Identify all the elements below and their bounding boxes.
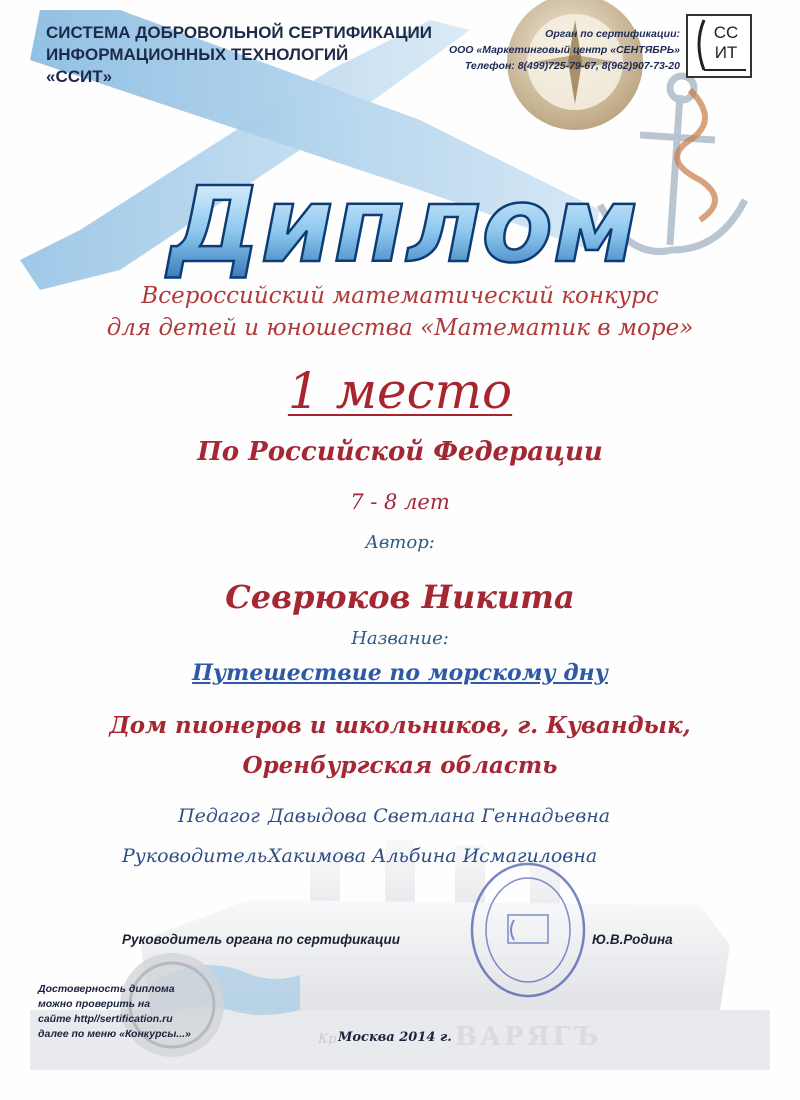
verify-line-2: можно проверить на: [38, 998, 151, 1010]
cert-body-label: Орган по сертификации:: [545, 28, 680, 40]
author-name: Севрюков Никита: [225, 578, 575, 616]
verify-line-3: сайте http//sertification.ru: [38, 1013, 173, 1025]
organization-name: [46, 22, 466, 88]
ship-prefix: Кр: [318, 1032, 337, 1047]
official-stamp-icon: [468, 860, 588, 1000]
verification-note: [38, 982, 208, 1042]
diploma-title: [0, 165, 800, 285]
certification-body: [440, 26, 680, 74]
ssit-logo-icon: [686, 14, 752, 78]
head-name: Хакимова Альбина Исмагиловна: [268, 845, 598, 867]
contest-line-1: Всероссийский математический конкурс: [141, 283, 659, 309]
author-label: Автор:: [365, 532, 435, 553]
org-line-1: СИСТЕМА ДОБРОВОЛЬНОЙ СЕРТИФИКАЦИИ: [46, 23, 432, 42]
place-title: 1 место: [287, 362, 513, 420]
city-date: Москва 2014 г.: [338, 1030, 452, 1045]
head-label: Руководитель: [122, 845, 268, 867]
work-label: Название:: [351, 628, 449, 649]
work-title: Путешествие по морскому дну: [192, 660, 608, 686]
teacher-label: Педагог: [178, 805, 260, 827]
institution-line-1: Дом пионеров и школьников, г. Кувандык,: [109, 712, 691, 739]
title-text: Диплом: [168, 165, 638, 285]
logo-bottom-text: ИТ: [714, 43, 738, 62]
ship-name: ВАРЯГЪ: [455, 1022, 602, 1052]
signer-name: Ю.В.Родина: [592, 932, 673, 947]
cert-body-phones: Телефон: 8(499)725-79-67, 8(962)907-73-20: [464, 60, 680, 72]
age-group: 7 - 8 лет: [350, 490, 450, 514]
signature-label: Руководитель органа по сертификации: [122, 932, 401, 947]
verify-line-4: далее по меню «Конкурсы...»: [38, 1028, 191, 1040]
scope-text: По Российской Федерации: [197, 437, 603, 467]
cert-body-name: ООО «Маркетинговый центр «СЕНТЯБРЬ»: [448, 44, 680, 56]
teacher-name: Давыдова Светлана Геннадьевна: [268, 805, 611, 827]
logo-top-text: СС: [713, 23, 739, 42]
org-line-2: ИНФОРМАЦИОННЫХ ТЕХНОЛОГИЙ: [46, 45, 349, 64]
contest-line-2: для детей и юношества «Математик в море»: [106, 315, 694, 341]
org-line-3: «ССИТ»: [46, 67, 113, 86]
verify-line-1: Достоверность диплома: [38, 983, 175, 995]
institution-line-2: Оренбургская область: [242, 752, 558, 779]
